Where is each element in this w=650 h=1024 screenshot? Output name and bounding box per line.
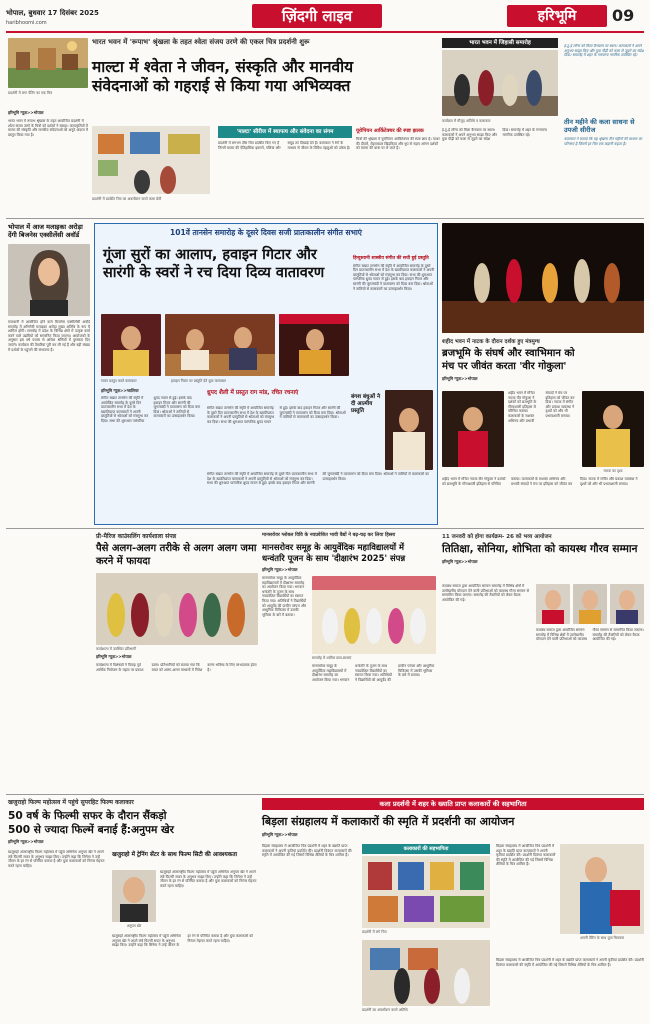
ayurveda-photo xyxy=(312,576,436,654)
birla-band-text: कलाकारों की सहभागिता xyxy=(403,846,449,852)
birla-photo-3 xyxy=(560,844,644,934)
lead-headline-2: संवेदनाओं को गहराई से किया गया अभिव्यक्त xyxy=(92,77,351,95)
tansen-body-3: संगीत सम्राट तानसेन की स्मृति में आयोजित समारोह के दूसरे दिन प्रातःकालीन सभा में देश के ख्यातिप्राप्त कलाकारों ने अपनी प्रस्तुतियों से श्रोताओं को मंत्रमुग्ध कर दिया। सभा की शुरुआत पारंपरिक ध्रुपद गायन से हुई। इसके बाद हवाइन गिटार और सारंगी की जुगलबंदी ने वातावरण को दिव्य बना दिया। श्रोताओं ने तालियों से कलाकारों का उत्साहवर्धन किया। xyxy=(207,472,429,486)
birla-caption-3: अपनी पेंटिंग के साथ युवा चित्रकार xyxy=(579,936,625,940)
khajuraho-headline-1: 50 वर्ष के फिल्मी सफर के दौरान सैंकड़ो xyxy=(8,810,167,822)
khajuraho-kicker: खजुराहो फिल्म महोत्सव में पहुंचे सुपरहिट फिल्म कलाकार xyxy=(8,799,134,806)
guitar-photo xyxy=(165,314,275,376)
kayastha-kicker: 11 जनवरी को होगा कार्यक्रम- 26 को भव्य आयोजन xyxy=(442,534,552,540)
actor-portrait xyxy=(112,870,156,922)
website: haribhoomi.com xyxy=(6,20,47,26)
tansen-side-body: संगीत सम्राट तानसेन की स्मृति में आयोजित समारोह के दूसरे दिन प्रातःकालीन सभा में देश के ख्यातिप्राप्त कलाकारों ने अपनी प्रस्तुतियों से श्रोताओं को मंत्रमुग्ध कर दिया। सभा की शुरुआत पारंपरिक ध्रुपद गायन से हुई। इसके बाद हवाइन गिटार और सारंगी की जुगलबंदी ने वातावरण को दिव्य बना दिया। श्रोताओं ने तालियों से कलाकारों का उत्साहवर्धन किया। xyxy=(353,263,435,291)
tansen-sub-1: ध्रुपद शैली में प्रस्तुत राग मांड, रचित रचनाएं xyxy=(207,390,299,396)
brand-logo-text: हरिभूमि xyxy=(537,8,577,24)
masthead xyxy=(0,0,650,34)
lead-band xyxy=(218,126,352,138)
birla-photo-1 xyxy=(362,856,490,928)
lead-kicker: भारत भवन में 'रूपाभ' श्रृंखला के तहत श्वेता संजय उरणे की एकल चित्र प्रदर्शनी शुरू xyxy=(92,38,310,46)
pre-marriage-caption: कार्यशाला में उपस्थित प्रतिभागी xyxy=(96,647,137,651)
birla-band xyxy=(362,844,490,854)
side-note-body: कलाकार ने बताया कि यह श्रृंखला तीन महीनों की साधना का परिणाम है जिसमें हर चित्र एक कहानी कहता है। xyxy=(564,137,643,146)
pre-marriage-body: कार्यशाला में विशेषज्ञों ने विवाह पूर्व आर्थिक नियोजन के महत्व पर प्रकाश डाला। प्रतिभागियों को बताया गया कि बचत को अलग-अलग माध्यमों में निवेश करना भविष्य के लिए लाभदायक होता है। xyxy=(96,663,257,672)
ceremony-students-photo xyxy=(312,576,436,654)
khajuraho-photo xyxy=(112,870,156,922)
kayastha-body-2: कायस्थ समाज द्वारा आयोजित सम्मान समारोह में विभिन्न क्षेत्रों में उल्लेखनीय योगदान देने वाली प्रतिभाओं को कायस्थ गौरव सम्मान से सम्मानित किया जाएगा। समारोह की तैयारियों को लेकर बैठक आयोजित की गई। xyxy=(536,628,644,642)
tansen-caption-1: गायन प्रस्तुत करते कलाकार xyxy=(101,379,137,383)
birla-story xyxy=(262,798,644,1020)
ayurveda-byline: हरिभूमि न्यूज़>>भोपाल xyxy=(262,567,298,572)
top-right-story xyxy=(442,38,644,216)
tansen-photo-4 xyxy=(385,390,433,470)
side-note-box xyxy=(564,44,644,214)
tansen-body-2: संगीत सम्राट तानसेन की स्मृति में आयोजित समारोह के दूसरे दिन प्रातःकालीन सभा में देश के ख्यातिप्राप्त कलाकारों ने अपनी प्रस्तुतियों से श्रोताओं को मंत्रमुग्ध कर दिया। सभा की शुरुआत पारंपरिक ध्रुपद गायन से हुई। इसके बाद हवाइन गिटार और सारंगी की जुगलबंदी ने वातावरण को दिव्य बना दिया। श्रोताओं ने तालियों से कलाकारों का उत्साहवर्धन किया। xyxy=(207,406,346,424)
honoree-portrait-1 xyxy=(536,584,570,624)
birla-caption-1: प्रदर्शनी में लगे चित्र xyxy=(362,930,387,934)
ceremony-photo xyxy=(442,50,558,116)
khajuraho-headline-2: 500 से ज्यादा फिल्में बनाई हैं:अनुपम खेर xyxy=(8,824,175,836)
pre-marriage-headline: पैसे अलग-अलग तरीके से अलग अलग जमा करने में फायदा xyxy=(96,543,257,567)
pre-marriage-byline: हरिभूमि न्यूज़>>भोपाल xyxy=(96,654,132,659)
ayurveda-headline-1: मानसरोवर समूह के आयुर्वेदिक महाविद्यालयों में xyxy=(262,542,405,552)
tansen-sub-2: बंगश बंधुओं ने दी आत्मीय प्रस्तुति xyxy=(351,394,381,414)
painting-image xyxy=(8,38,88,88)
gokula-headline-1: ब्रजभूमि के संघर्ष और स्वाभिमान को xyxy=(442,348,575,359)
tansen-photo-3 xyxy=(279,314,349,376)
birla-headline: बिड़ला संग्रहालय में कलाकारों की स्मृति में प्रदर्शनी का आयोजन xyxy=(262,815,515,828)
painting-caption: प्रदर्शनी में लगा पेंटिंग का एक चित्र xyxy=(8,91,53,95)
birla-kicker: कला प्रदर्शनी में शहर के ख्याति प्राप्त कलाकारों की सहभागिता xyxy=(379,800,527,808)
gokula-byline: हरिभूमि न्यूज़>>भोपाल xyxy=(442,376,478,381)
khajuraho-story xyxy=(8,798,258,1020)
birla-kicker-band xyxy=(262,798,644,810)
ceremony-caption: कार्यक्रम में मौजूद अतिथि व कलाकार xyxy=(442,119,491,123)
birla-photo-2 xyxy=(362,940,490,1006)
honoree-portrait-2 xyxy=(573,584,607,624)
tansen-body: संगीत सम्राट तानसेन की स्मृति में आयोजित समारोह के दूसरे दिन प्रातःकालीन सभा में देश के ख्यातिप्राप्त कलाकारों ने अपनी प्रस्तुतियों से श्रोताओं को मंत्रमुग्ध कर दिया। सभा की शुरुआत पारंपरिक ध्रुपद गायन से हुई। इसके बाद हवाइन गिटार और सारंगी की जुगलबंदी ने वातावरण को दिव्य बना दिया। श्रोताओं ने तालियों से कलाकारों का उत्साहवर्धन किया। xyxy=(101,396,201,423)
tansen-photo-1 xyxy=(101,314,161,376)
gokula-kicker: शहीद भवन में नाटक के दौरान दर्शक हुए मंत्रमुग्ध xyxy=(442,339,540,345)
painting-photo xyxy=(8,38,88,88)
date-line: भोपाल, बुधवार 17 दिसंबर 2025 xyxy=(6,9,99,17)
khajuraho-byline: हरिभूमि न्यूज़>>भोपाल xyxy=(8,839,44,844)
side-note-head: तीन महीने की कला साधना से उपजी सीरीज xyxy=(564,118,635,134)
section-title-text: ज़िंदगी लाइव xyxy=(281,7,353,25)
gokula-photo-3 xyxy=(582,391,644,467)
lead-photo-caption: प्रदर्शनी में प्रदर्शित चित्र का अवलोकन करते कला प्रेमी xyxy=(92,197,162,201)
page-number: 09 xyxy=(612,6,635,25)
birla-caption-2: प्रदर्शनी का अवलोकन करते अतिथि xyxy=(362,1008,408,1012)
mid-divider xyxy=(6,528,644,529)
tansen-headline-1: गूंजा सुरों का आलाप, हवाइन गिटार और xyxy=(103,247,317,263)
kayastha-photo-3 xyxy=(610,584,644,624)
gokula-caption: नाटक का दृश्य xyxy=(603,469,623,473)
tansen-headline-2: सारंगी के स्वरों ने रच दिया दिव्य वातावरण xyxy=(103,265,325,281)
gokula-photo-2 xyxy=(442,391,504,467)
birla-byline: हरिभूमि न्यूज़>>भोपाल xyxy=(262,832,298,837)
visitors-photo xyxy=(362,940,490,1006)
header-rule xyxy=(6,31,644,33)
section-title xyxy=(252,4,382,28)
ayurveda-caption: समारोह में शामिल छात्र-छात्राएं xyxy=(312,656,352,660)
section-divider xyxy=(6,218,644,219)
birla-body: बिड़ला संग्रहालय में आयोजित चित्र प्रदर्शनी में शहर के ख्याति प्राप्त कलाकारों ने अपनी कृतियां प्रदर्शित कीं। प्रदर्शनी दिवंगत कलाकारों की स्मृति में आयोजित की गई जिसमें विभिन्न शैलियों के चित्र शामिल हैं। xyxy=(262,844,352,858)
singer-photo xyxy=(101,314,161,376)
lead-story xyxy=(92,38,438,216)
actor-photo-1 xyxy=(442,391,504,467)
ayurveda-body: मानसरोवर समूह के आयुर्वेदिक महाविद्यालयों में दीक्षारंभ समारोह का आयोजन किया गया। भगवान धन्वंतरि के पूजन के साथ नवप्रवेशित विद्यार्थियों का स्वागत किया गया। अतिथियों ने विद्यार्थियों को आयुर्वेद की प्राचीन परंपरा और आधुनिक चिकित्सा में उसकी भूमिका के बारे में बताया। xyxy=(262,576,307,617)
khajuraho-body-2: खजुराहो अंतरराष्ट्रीय फिल्म महोत्सव में पहुंचे अभिनेता अनुपम खेर ने अपने लंबे फिल्मी सफर के अनुभव साझा किए। उन्होंने कहा कि सिनेमा ने उन्हें जीवन के हर रंग से परिचित कराया है और युवा कलाकारों को निरंतर मेहनत करते रहना चाहिए। xyxy=(160,870,257,888)
gokula-headline-2: मंच पर जीवंत करता 'वीर गोकुला' xyxy=(442,361,567,372)
gokula-body: शहीद भवन में मंचित नाटक वीर गोकुला ने दर्शकों को ब्रजभूमि के गौरवशाली इतिहास से परिचित कराया। कलाकारों के सशक्त अभिनय और प्रभावी संवादों ने मंच पर इतिहास को जीवंत कर दिया। नाटक में संगीत और प्रकाश व्यवस्था ने दृश्यों को और भी प्रभावशाली बनाया। xyxy=(508,391,575,423)
ayurveda-kicker: मानसरोवर ग्लोबल विवि के नवप्रवेशित भावी वैद्यों ने बढ़-चढ़ कर लिया हिस्सा xyxy=(262,533,396,538)
pre-marriage-story xyxy=(96,532,258,790)
top-left-body: भारत भवन में रूपाभ श्रृंखला के तहत आयोजित प्रदर्शनी में श्वेता संजय उरणे के चित्रों को दर्शकों ने सराहा। कलाकृतियों में माल्टा की संस्कृति और मानवीय संवेदनाओं को अनूठे अंदाज में प्रस्तुत किया गया है। xyxy=(8,119,88,137)
gallery-paintings-photo xyxy=(362,856,490,928)
award-story xyxy=(8,223,90,523)
lead-headline-1: माल्टा में श्वेता ने जीवन, संस्कृति और मानवीय xyxy=(92,58,354,76)
tansen-kicker: 101वें तानसेन समारोह के दूसरे दिवस सजी प्रातःकालीन संगीत सभाएं xyxy=(170,228,362,237)
lead-band-text: 'माल्टा' सीरीज में स्थापत्य और संवेदना का संगम xyxy=(236,129,334,135)
kayastha-body: कायस्थ समाज द्वारा आयोजित सम्मान समारोह में विभिन्न क्षेत्रों में उल्लेखनीय योगदान देने वाली प्रतिभाओं को कायस्थ गौरव सम्मान से सम्मानित किया जाएगा। समारोह की तैयारियों को लेकर बैठक आयोजित की गई। xyxy=(442,584,529,602)
kayastha-headline: तितिक्षा, सोनिया, शोभिता को कायस्थ गौरव सम्मान xyxy=(442,543,638,555)
workshop-photo xyxy=(96,573,258,645)
birla-body-3: बिड़ला संग्रहालय में आयोजित चित्र प्रदर्शनी में शहर के ख्याति प्राप्त कलाकारों ने अपनी कृतियां प्रदर्शित कीं। प्रदर्शनी दिवंगत कलाकारों की स्मृति में आयोजित की गई जिसमें विभिन्न शैलियों के चित्र शामिल हैं। xyxy=(496,958,644,967)
painter-photo xyxy=(560,844,644,934)
top-left-story xyxy=(8,38,88,213)
kayastha-photo-2 xyxy=(573,584,607,624)
khajuraho-body: खजुराहो अंतरराष्ट्रीय फिल्म महोत्सव में पहुंचे अभिनेता अनुपम खेर ने अपने लंबे फिल्मी सफर के अनुभव साझा किए। उन्होंने कहा कि सिनेमा ने उन्हें जीवन के हर रंग से परिचित कराया है और युवा कलाकारों को निरंतर मेहनत करते रहना चाहिए। xyxy=(8,850,105,868)
honoree-portrait-3 xyxy=(610,584,644,624)
pre-marriage-kicker: प्री-मैरिज काउंसलिंग कार्यशाला संपन्न xyxy=(96,533,177,540)
birla-body-2: बिड़ला संग्रहालय में आयोजित चित्र प्रदर्शनी में शहर के ख्याति प्राप्त कलाकारों ने अपनी कृतियां प्रदर्शित कीं। प्रदर्शनी दिवंगत कलाकारों की स्मृति में आयोजित की गई जिसमें विभिन्न शैलियों के चित्र शामिल हैं। xyxy=(496,844,556,867)
tansen-side-head: हिन्दुस्तानी शास्त्रीय संगीत की सधी हुई प्रस्तुति xyxy=(353,256,429,261)
khajuraho-body-3: खजुराहो अंतरराष्ट्रीय फिल्म महोत्सव में पहुंचे अभिनेता अनुपम खेर ने अपने लंबे फिल्मी सफर के अनुभव साझा किए। उन्होंने कहा कि सिनेमा ने उन्हें जीवन के हर रंग से परिचित कराया है और युवा कलाकारों को निरंतर मेहनत करते रहना चाहिए। xyxy=(112,934,253,948)
ayurveda-headline-2: धन्वंतरि पूजन के साथ 'दीक्षारंभ 2025' संपन्न xyxy=(262,553,406,563)
award-photo xyxy=(8,244,90,316)
gokula-story xyxy=(442,223,644,525)
performer-photo xyxy=(385,390,433,470)
tansen-box xyxy=(94,223,438,525)
khajuraho-caption: अनुपम खेर xyxy=(126,924,142,928)
ayurveda-story xyxy=(262,532,436,790)
kayastha-photo-1 xyxy=(536,584,570,624)
top-left-byline: हरिभूमि न्यूज़>>भोपाल xyxy=(8,110,44,115)
award-headline: भोपाल में आज मलाइका अरोड़ा देंगी बिजनेस एक्सीलेंसी अवॉर्ड xyxy=(8,223,83,239)
play-scene-photo xyxy=(442,223,644,333)
lead-body-b: चित्रों की श्रृंखला में यूरोपियन आर्किटेक्चर की स्पष्ट छाप है। पत्थर की दीवारें, मेहराबदार खिड़कियां और धूप से नहाए आंगन दर्शकों को माल्टा की यात्रा पर ले जाते हैं। xyxy=(356,137,440,151)
lead-subhead: यूरोपियन आर्किटेक्चर की स्पष्ट झलक xyxy=(356,128,424,134)
award-body: राजधानी में आयोजित होने वाले बिजनेस एक्सीलेंसी अवॉर्ड समारोह में अभिनेत्री मलाइका अरोड़ा मुख्य अतिथि के रूप में शामिल होंगी। समारोह में प्रदेश के विभिन्न क्षेत्रों में उत्कृष्ट कार्य करने वाले उद्यमियों को सम्मानित किया जाएगा। आयोजकों के अनुसार इस वर्ष पचास से अधिक श्रेणियों में पुरस्कार दिए जाएंगे। कार्यक्रम की तैयारियां पूरी कर ली गई हैं और बड़ी संख्या में दर्शकों के पहुंचने की संभावना है। xyxy=(8,320,90,352)
brand-logo xyxy=(507,5,607,27)
kayastha-story xyxy=(442,532,644,790)
lower-divider xyxy=(6,794,644,795)
pre-marriage-photo xyxy=(96,573,258,645)
tansen-photo-2 xyxy=(165,314,275,376)
gokula-body-2: शहीद भवन में मंचित नाटक वीर गोकुला ने दर्शकों को ब्रजभूमि के गौरवशाली इतिहास से परिचित कराया। कलाकारों के सशक्त अभिनय और प्रभावी संवादों ने मंच पर इतिहास को जीवंत कर दिया। नाटक में संगीत और प्रकाश व्यवस्था ने दृश्यों को और भी प्रभावशाली बनाया। xyxy=(442,477,638,486)
lead-body-a: प्रदर्शनी में लगभग तीस चित्र प्रदर्शित किए गए हैं जिनमें माल्टा की ऐतिहासिक इमारतें, गलियां और समुद्र तट दिखाई देते हैं। कलाकार ने रंगों के माध्यम से जीवन के विविध पहलुओं को उकेरा है। xyxy=(218,141,351,150)
actor-photo-2 xyxy=(582,391,644,467)
top-right-body: ई-टू-ई लॉन्च को मिला कैनवास पर स्थान। कलाकारों ने अपने अनुभव साझा किए और युवा पीढ़ी को कला से जुड़ने का संदेश दिया। समारोह में शहर के गणमान्य नागरिक उपस्थित रहे। xyxy=(442,128,547,142)
lead-photo xyxy=(92,126,210,194)
tansen-side xyxy=(353,256,435,306)
gokula-photo xyxy=(442,223,644,333)
top-right-header-text: भारत भवन में जिहासी समारोह xyxy=(469,40,531,46)
exhibition-photo xyxy=(92,126,210,194)
ceremony-image xyxy=(442,50,558,116)
tansen-byline: हरिभूमि न्यूज़>>ग्वालियर xyxy=(101,388,139,393)
tansen-sub-2-box xyxy=(351,394,381,454)
side-note-top-body: ई-टू-ई लॉन्च को मिला कैनवास पर स्थान। कलाकारों ने अपने अनुभव साझा किए और युवा पीढ़ी को कला से जुड़ने का संदेश दिया। समारोह में शहर के गणमान्य नागरिक उपस्थित रहे। xyxy=(564,44,644,58)
sarangi-photo xyxy=(279,314,349,376)
khajuraho-sub: खजुराहो में ट्रेनिंग सेंटर के साथ फिल्म सिटी की आवश्यकता xyxy=(112,852,238,858)
kayastha-byline: हरिभूमि न्यूज़>>भोपाल xyxy=(442,559,478,564)
top-right-header xyxy=(442,38,558,48)
tansen-caption-2: हवाइन गिटार पर प्रस्तुति देते युवा कलाकार xyxy=(171,379,226,383)
ayurveda-body-2: मानसरोवर समूह के आयुर्वेदिक महाविद्यालयों में दीक्षारंभ समारोह का आयोजन किया गया। भगवान धन्वंतरि के पूजन के साथ नवप्रवेशित विद्यार्थियों का स्वागत किया गया। अतिथियों ने विद्यार्थियों को आयुर्वेद की प्राचीन परंपरा और आधुनिक चिकित्सा में उसकी भूमिका के बारे में बताया। xyxy=(312,664,435,682)
actress-portrait xyxy=(8,244,90,316)
